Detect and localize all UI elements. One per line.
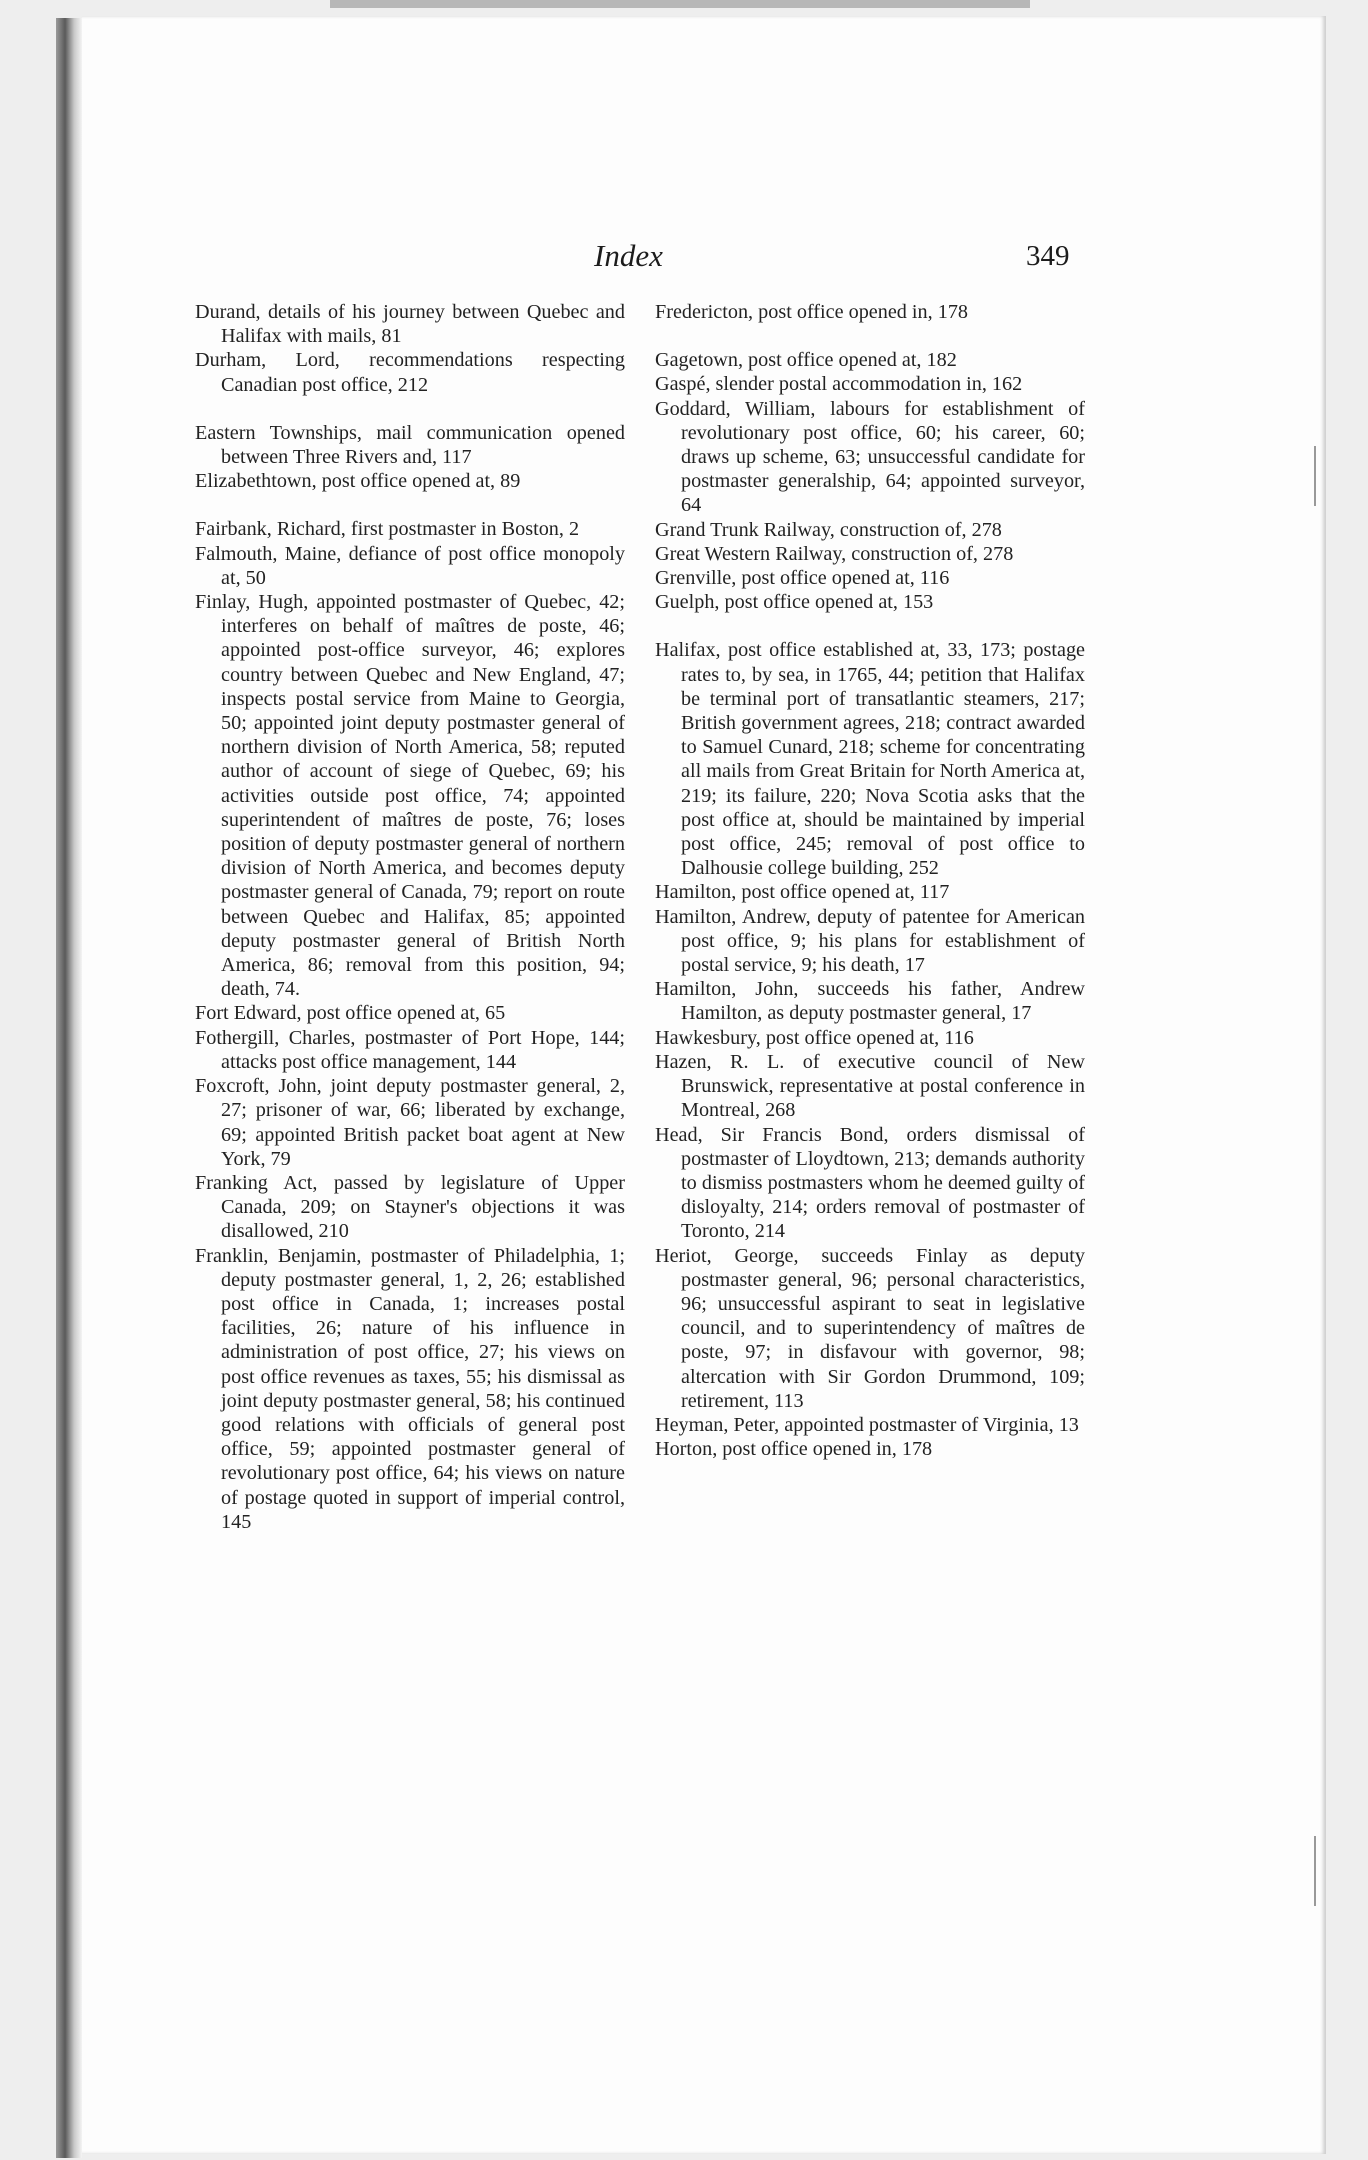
index-entry: Halifax, post office established at, 33, 173; postage rates to, by sea, in 1765, 44; petition that Halifax be terminal port of transatlantic steamers, 217; British government agrees, 218; contract awarded to Samuel Cunard, 218; scheme for concentrating all mails from Great Britain for North America at, 219; its failure, 220; Nova Scotia asks that the post office at, should be maintained by imperial post office, 245; removal of post office to Dalhousie college building, 252 bbox=[655, 639, 1085, 880]
index-entry: Durham, Lord, recommendations respecting Canadian post office, 212 bbox=[195, 349, 625, 396]
book-spine-shadow bbox=[56, 18, 82, 2158]
index-column-left bbox=[195, 300, 625, 1534]
index-entry: Fairbank, Richard, first postmaster in Boston, 2 bbox=[195, 518, 580, 541]
index-entry: Hawkesbury, post office opened at, 116 bbox=[655, 1026, 974, 1049]
index-entry: Durand, details of his journey between Quebec and Halifax with mails, 81 bbox=[195, 301, 625, 348]
page-top-edge bbox=[330, 0, 1030, 8]
index-entry: Falmouth, Maine, defiance of post office monopoly at, 50 bbox=[195, 542, 625, 589]
index-entry: Heriot, George, succeeds Finlay as deputy postmaster general, 96; personal characteristics, 96; unsuccessful aspirant to seat in legislative council, and to superintendency of maîtres de poste, 97; in disfavour with governor, 98; altercation with Sir Gordon Drummond, 109; retirement, 113 bbox=[655, 1244, 1085, 1412]
index-column-right bbox=[655, 300, 1085, 1461]
index-entry: Gagetown, post office opened at, 182 bbox=[655, 349, 957, 372]
page-edge-mark bbox=[1314, 1836, 1316, 1906]
scanned-page bbox=[82, 16, 1326, 2154]
index-entry: Grand Trunk Railway, construction of, 278 bbox=[655, 518, 1002, 541]
index-entry: Great Western Railway, construction of, 278 bbox=[655, 542, 1014, 565]
index-entry: Fothergill, Charles, postmaster of Port Hope, 144; attacks post office management, 144 bbox=[195, 1026, 625, 1073]
page-header bbox=[82, 238, 1326, 278]
index-entry: Eastern Townships, mail communication opened between Three Rivers and, 117 bbox=[195, 421, 625, 469]
index-entry: Heyman, Peter, appointed postmaster of Virginia, 13 bbox=[655, 1413, 1079, 1436]
index-entry: Foxcroft, John, joint deputy postmaster general, 2, 27; prisoner of war, 66; liberated by exchange, 69; appointed British packet boat agent at New York, 79 bbox=[195, 1075, 625, 1170]
index-entry: Head, Sir Francis Bond, orders dismissal of postmaster of Lloydtown, 213; demands authority to dismiss postmasters whom he deemed guilty of disloyalty, 214; orders removal of postmaster of Toronto, 214 bbox=[655, 1123, 1085, 1243]
index-entry: Fredericton, post office opened in, 178 bbox=[655, 301, 969, 323]
index-entry: Fort Edward, post office opened at, 65 bbox=[195, 1002, 506, 1025]
index-entry: Hamilton, Andrew, deputy of patentee for American post office, 9; his plans for establishment of postal service, 9; his death, 17 bbox=[655, 905, 1085, 977]
index-entry: Hamilton, John, succeeds his father, Andrew Hamilton, as deputy postmaster general, 17 bbox=[655, 978, 1085, 1025]
page-edge-mark bbox=[1314, 446, 1316, 506]
index-entry: Franking Act, passed by legislature of Upper Canada, 209; on Stayner's objections it was disallowed, 210 bbox=[195, 1171, 625, 1243]
index-entry: Elizabethtown, post office opened at, 89 bbox=[195, 470, 521, 493]
index-entry: Gaspé, slender postal accommodation in, 162 bbox=[655, 373, 1023, 396]
index-entry: Hamilton, post office opened at, 117 bbox=[655, 881, 950, 904]
index-entry: Goddard, William, labours for establishment of revolutionary post office, 60; his career, 60; draws up scheme, 63; unsuccessful candidate for postmaster generalship, 64; appointed surveyor, 64 bbox=[655, 397, 1085, 517]
index-entry: Finlay, Hugh, appointed postmaster of Quebec, 42; interferes on behalf of maîtres de poste, 46; appointed post-office surveyor, 46; explores country between Quebec and New England, 47; inspects postal service from Maine to Georgia, 50; appointed joint deputy postmaster general of northern division of North America, 58; reputed author of account of siege of Quebec, 69; his activities outside post office, 74; appointed superintendent of maîtres de poste, 76; loses position of deputy postmaster general of northern division of North America, and becomes deputy postmaster general of Canada, 79; report on route between Quebec and Halifax, 85; appointed deputy postmaster general of British North America, 86; removal from this position, 94; death, 74. bbox=[195, 591, 625, 1001]
index-entry: Guelph, post office opened at, 153 bbox=[655, 591, 934, 614]
index-entry: Franklin, Benjamin, postmaster of Philadelphia, 1; deputy postmaster general, 1, 2, 26; established post office in Canada, 1; increases postal facilities, 26; nature of his influence in administration of post office, 27; his views on post office revenues as taxes, 55; his dismissal as joint deputy postmaster general, 58; his continued good relations with officials of general post office, 59; appointed postmaster general of revolutionary post office, 64; his views on nature of postage quoted in support of imperial control, 145 bbox=[195, 1244, 625, 1533]
index-entry: Hazen, R. L. of executive council of New Brunswick, representative at postal conference in Montreal, 268 bbox=[655, 1050, 1085, 1122]
index-entry: Grenville, post office opened at, 116 bbox=[655, 567, 950, 590]
page-number: 349 bbox=[1026, 240, 1070, 272]
index-entry: Horton, post office opened in, 178 bbox=[655, 1438, 933, 1461]
running-title: Index bbox=[594, 238, 663, 273]
